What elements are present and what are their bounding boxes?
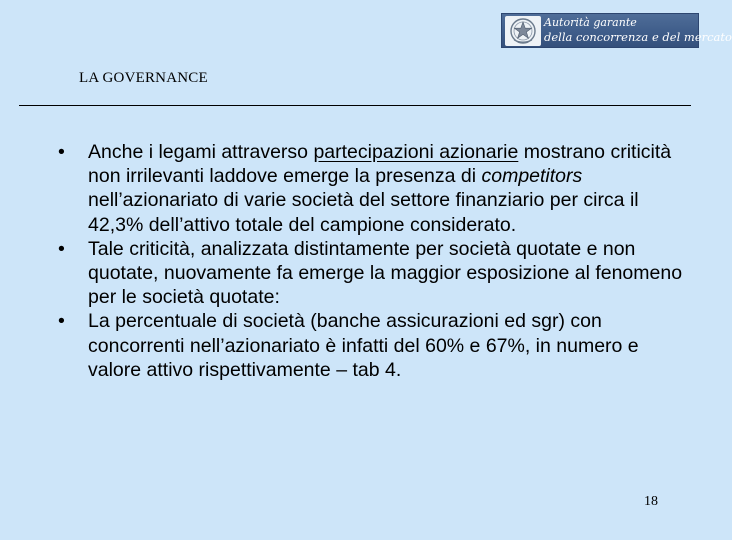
bullet-marker: •: [58, 237, 65, 260]
title-divider: [19, 105, 691, 106]
bullet-text-underlined: partecipazioni azionarie: [313, 141, 519, 163]
bullet-text-part: Anche i legami attraverso: [88, 141, 314, 163]
bullet-marker: •: [58, 310, 65, 333]
bullet-list: [58, 140, 690, 382]
bullet-text-italic: competitors: [481, 165, 583, 188]
bullet-item-1: [58, 140, 690, 237]
agcm-logo: [501, 13, 732, 48]
bullet-marker: •: [58, 141, 65, 163]
bullet-item-2: [58, 237, 690, 310]
bullet-text-part: Tale criticità, analizzata distintamente per società quotate e non quotate, nuovamente fa emerge la maggior esposizione al fenomeno per le società quotate:: [88, 237, 683, 309]
italian-republic-emblem-icon: [505, 16, 541, 46]
logo-text-line-1: Autorità garante: [544, 16, 637, 29]
logo-text-line-2: della concorrenza e del mercato: [544, 30, 732, 44]
bullet-item-3: [58, 309, 690, 382]
bullet-text-part: nell’azionariato di varie società del settore finanziario per circa il 42,3% dell’attivo totale del campione considerato.: [88, 189, 639, 236]
page-number: 18: [644, 494, 658, 509]
bullet-text-part: mostrano criticità non irrilevanti laddove emerge la presenza di: [88, 141, 672, 188]
bullet-text-part: La percentuale di società (banche assicurazioni ed sgr) con concorrenti nell’azionariato è infatti del 60% e 67%, in numero e valore attivo rispettivamente – tab 4.: [88, 310, 639, 381]
section-title: LA GOVERNANCE: [79, 70, 208, 86]
